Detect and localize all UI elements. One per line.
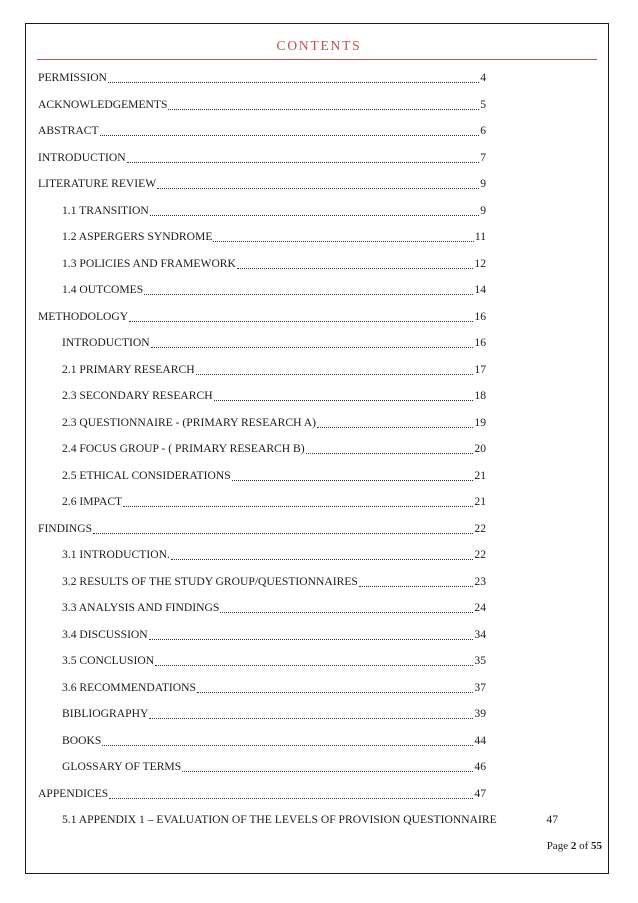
toc-entry[interactable] [62, 494, 486, 510]
toc-entry-leader [197, 691, 473, 693]
toc-entry-leader [149, 638, 474, 640]
footer-current-page: 2 [570, 840, 577, 852]
toc-entry-label: METHODOLOGY [38, 309, 129, 323]
toc-entry-label: 3.6 RECOMMENDATIONS [62, 680, 196, 694]
toc-entry[interactable] [62, 203, 486, 219]
toc-entry-page: 47 [546, 813, 558, 826]
toc-entry[interactable] [62, 759, 486, 775]
toc-entry-page: 34 [474, 627, 486, 641]
toc-entry[interactable] [38, 786, 486, 802]
toc-entry-leader [109, 797, 473, 799]
toc-entry-leader [127, 161, 480, 163]
toc-entry[interactable] [62, 680, 486, 696]
toc-entry[interactable] [38, 521, 486, 537]
toc-entry-leader [149, 717, 473, 719]
toc-entry[interactable] [62, 468, 486, 484]
toc-entry-label: BOOKS [62, 733, 102, 747]
toc-entry[interactable] [62, 415, 486, 431]
toc-entry-label: 3.2 RESULTS OF THE STUDY GROUP/QUESTIONNAIRES [62, 574, 358, 588]
toc-entry-page: 22 [474, 548, 486, 561]
toc-entry[interactable] [62, 547, 486, 563]
toc-entry-page: 9 [480, 177, 486, 190]
toc-entry-label: PERMISSION [38, 71, 107, 84]
toc-entry-label: 3.3 ANALYSIS AND FINDINGS [62, 601, 220, 614]
toc-entry-label: 2.6 IMPACT [62, 495, 123, 508]
toc-entry-leader [151, 346, 474, 348]
toc-entry-page: 21 [474, 495, 486, 508]
toc-entry-page: 18 [474, 389, 486, 402]
toc-entry-label: 1.2 ASPERGERS SYNDROME [62, 230, 213, 243]
toc-entry-leader [144, 293, 473, 295]
toc-entry[interactable] [62, 812, 558, 828]
toc-entry-label: ABSTRACT [38, 124, 99, 137]
toc-entry-label: LITERATURE REVIEW [38, 177, 157, 190]
toc-entry-label: 1.1 TRANSITION [62, 203, 149, 217]
toc-entry-label: FINDINGS [38, 521, 93, 535]
toc-entry-label: 2.3 SECONDARY RESEARCH [62, 389, 213, 402]
toc-entry-label: ACKNOWLEDGEMENTS [38, 97, 168, 111]
toc-entry-leader [108, 81, 479, 83]
toc-entry-page: 12 [474, 256, 486, 270]
toc-entry-page: 7 [480, 150, 486, 164]
toc-entry-leader [129, 320, 473, 322]
toc-entry-page: 46 [474, 760, 486, 773]
toc-entry-label: 1.3 POLICIES AND FRAMEWORK [62, 256, 236, 270]
toc-entry-label: 3.1 INTRODUCTION. [62, 548, 170, 561]
toc-entry[interactable] [38, 97, 486, 113]
toc-entry[interactable] [62, 229, 486, 245]
toc-entry[interactable] [62, 733, 486, 749]
toc-entry-label: INTRODUCTION [38, 150, 126, 164]
toc-entry-leader [93, 532, 473, 534]
toc-entry-page: 4 [480, 71, 486, 84]
toc-entry[interactable] [38, 150, 486, 166]
title-rule [37, 59, 597, 60]
toc-entry-leader [214, 399, 474, 401]
toc-entry-leader [102, 744, 473, 746]
toc-entry-leader [168, 108, 479, 110]
toc-entry-leader [100, 134, 480, 136]
toc-entry-page: 6 [480, 124, 486, 137]
toc-entry-page: 24 [474, 601, 486, 614]
toc-entry[interactable] [62, 362, 486, 378]
footer-total-pages: 55 [591, 840, 602, 852]
toc-entry-label: APPENDICES [38, 786, 109, 800]
toc-entry-label: 5.1 APPENDIX 1 – EVALUATION OF THE LEVELS OF PROVISION QUESTIONNAIRE [62, 813, 497, 826]
toc-entry-label: 3.5 CONCLUSION [62, 654, 155, 667]
toc-entry[interactable] [38, 70, 486, 86]
toc-entry-page: 5 [480, 97, 486, 111]
toc-entry-leader [157, 187, 479, 189]
toc-entry[interactable] [62, 706, 486, 722]
toc-entry[interactable] [62, 282, 486, 298]
toc-entry-label: 2.3 QUESTIONNAIRE - (PRIMARY RESEARCH A) [62, 415, 316, 429]
toc-entry[interactable] [62, 335, 486, 351]
toc-entry-page: 35 [474, 654, 486, 667]
toc-entry[interactable] [38, 176, 486, 192]
toc-entry[interactable] [62, 388, 486, 404]
toc-entry-page: 22 [474, 521, 486, 535]
toc-entry-leader [306, 452, 474, 454]
toc-entry[interactable] [62, 256, 486, 272]
toc-entry[interactable] [62, 600, 486, 616]
toc-entry-leader [155, 664, 473, 666]
toc-entry-leader [182, 770, 473, 772]
toc-entry-label: 2.5 ETHICAL CONSIDERATIONS [62, 468, 231, 482]
toc-entry-page: 23 [474, 574, 486, 588]
footer-prefix: Page [546, 840, 569, 852]
toc-entry-page: 17 [474, 362, 486, 376]
toc-entry-page: 44 [474, 733, 486, 747]
toc-entry-label: 3.4 DISCUSSION [62, 627, 148, 641]
toc-entry-leader [150, 214, 479, 216]
toc-entry-leader [213, 240, 473, 242]
toc-entry-leader [171, 558, 474, 560]
toc-entry-leader [220, 611, 473, 613]
toc-entry-page: 37 [474, 680, 486, 694]
toc-entry-label: 2.1 PRIMARY RESEARCH [62, 362, 195, 376]
toc-entry-leader [237, 267, 473, 269]
toc-entry[interactable] [62, 627, 486, 643]
toc-entry-leader [359, 585, 474, 587]
toc-entry-page: 16 [474, 336, 486, 349]
toc-entry-page: 16 [474, 309, 486, 323]
toc-entry-leader [317, 426, 473, 428]
toc-entry-label: INTRODUCTION [62, 336, 150, 349]
toc-entry-leader [123, 505, 473, 507]
toc-entry-page: 47 [474, 786, 486, 800]
toc-entry-page: 20 [474, 442, 486, 455]
toc-entry-page: 19 [474, 415, 486, 429]
toc-entry[interactable] [62, 441, 486, 457]
toc-entry-leader [196, 373, 474, 375]
toc-entry[interactable] [62, 574, 486, 590]
toc-entry-page: 39 [474, 707, 486, 720]
footer-of: of [579, 840, 589, 852]
toc-entry-page: 21 [474, 468, 486, 482]
toc-entry-label: 2.4 FOCUS GROUP - ( PRIMARY RESEARCH B) [62, 442, 305, 455]
toc-entry-page: 14 [474, 283, 486, 296]
toc-entry-page: 9 [480, 203, 486, 217]
page-footer [547, 840, 602, 852]
toc-entry[interactable] [38, 123, 486, 139]
toc-entry[interactable] [38, 309, 486, 325]
toc-entry-label: GLOSSARY OF TERMS [62, 760, 182, 773]
toc-entry-page: 11 [474, 230, 486, 243]
toc-entry-label: 1.4 OUTCOMES [62, 283, 144, 296]
contents-title: CONTENTS [276, 38, 362, 53]
toc-entry-label: BIBLIOGRAPHY [62, 707, 149, 720]
toc-entry-leader [232, 479, 474, 481]
toc-entry[interactable] [62, 653, 486, 669]
